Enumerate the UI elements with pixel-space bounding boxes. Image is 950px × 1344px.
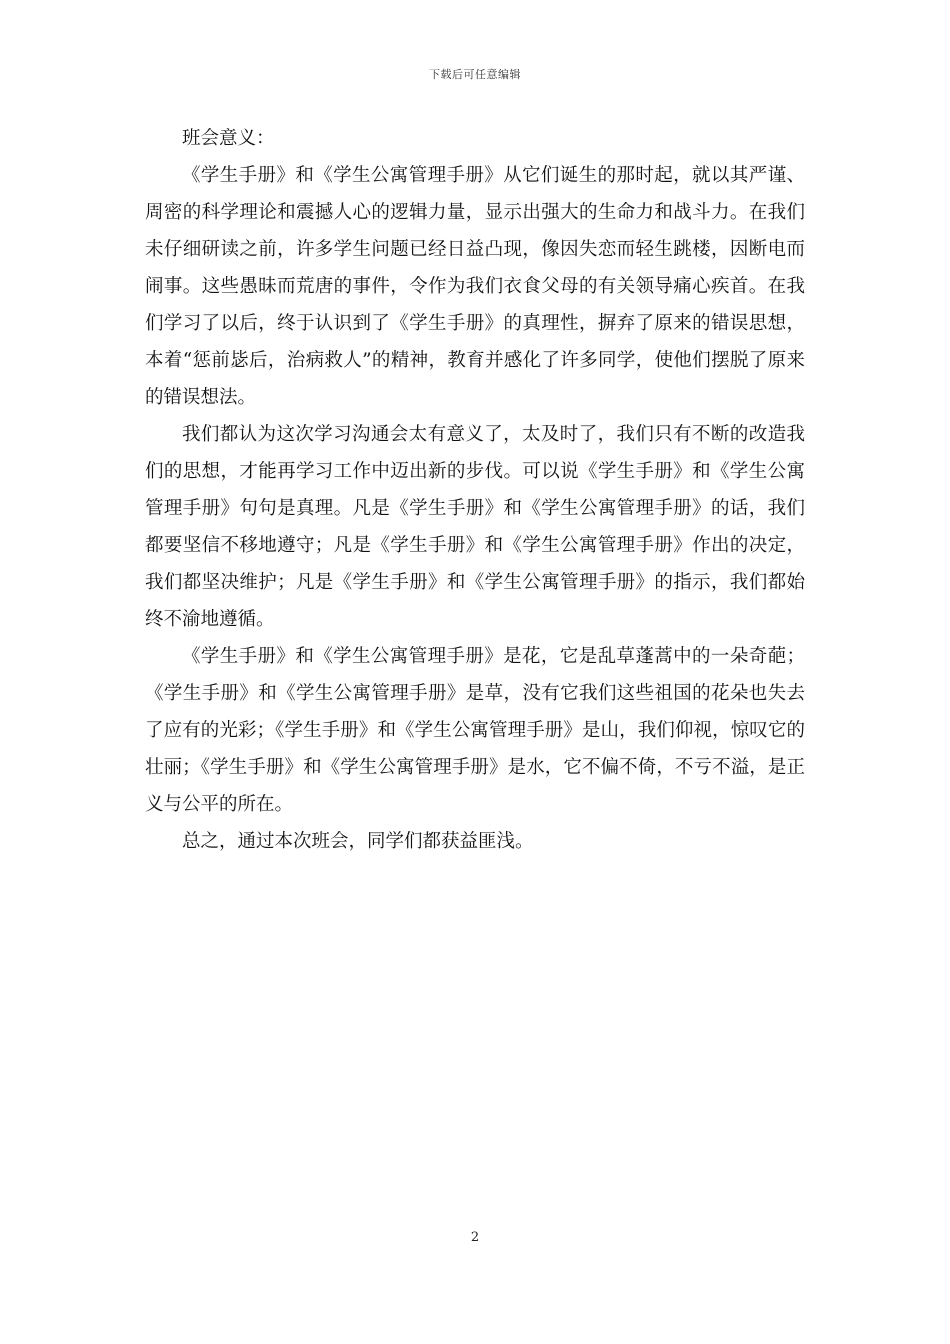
paragraph: 《学生手册》和《学生公寓管理手册》是花，它是乱草蓬蒿中的一朵奇葩；《学生手册》和《学生公寓管理手册》是草，没有它我们这些祖国的花朵也失去了应有的光彩；《学生手册》和《学生公寓管理手册》是山，我们仰视，惊叹它的壮丽；《学生手册》和《学生公寓管理手册》是水，它不偏不倚，不亏不溢，是正义与公平的所在。 <box>145 646 805 815</box>
paragraph: 《学生手册》和《学生公寓管理手册》从它们诞生的那时起，就以其严谨、周密的科学理论和震撼人心的逻辑力量，显示出强大的生命力和战斗力。在我们未仔细研读之前，许多学生问题已经日益凸现，像因失恋而轻生跳楼，因断电而闹事。这些愚昧而荒唐的事件，令作为我们衣食父母的有关领导痛心疾首。在我们学习了以后，终于认识到了《学生手册》的真理性，摒弃了原来的错误思想，本着“惩前毖后，治病救人”的精神，教育并感化了许多同学，使他们摆脱了原来的错误想法。 <box>145 165 805 408</box>
paragraph-heading: 班会意义： <box>182 128 275 149</box>
page-number: 2 <box>470 1230 480 1245</box>
paragraph: 总之，通过本次班会，同学们都获益匪浅。 <box>182 831 534 852</box>
paragraph: 我们都认为这次学习沟通会太有意义了，太及时了，我们只有不断的改造我们的思想，才能再学习工作中迈出新的步伐。可以说《学生手册》和《学生公寓管理手册》句句是真理。凡是《学生手册》和《学生公寓管理手册》的话，我们都要坚信不移地遵守；凡是《学生手册》和《学生公寓管理手册》作出的决定，我们都坚决维护；凡是《学生手册》和《学生公寓管理手册》的指示，我们都始终不渝地遵循。 <box>145 424 805 630</box>
document-body <box>145 120 805 860</box>
page-header: 下载后可任意编辑 <box>429 68 521 81</box>
